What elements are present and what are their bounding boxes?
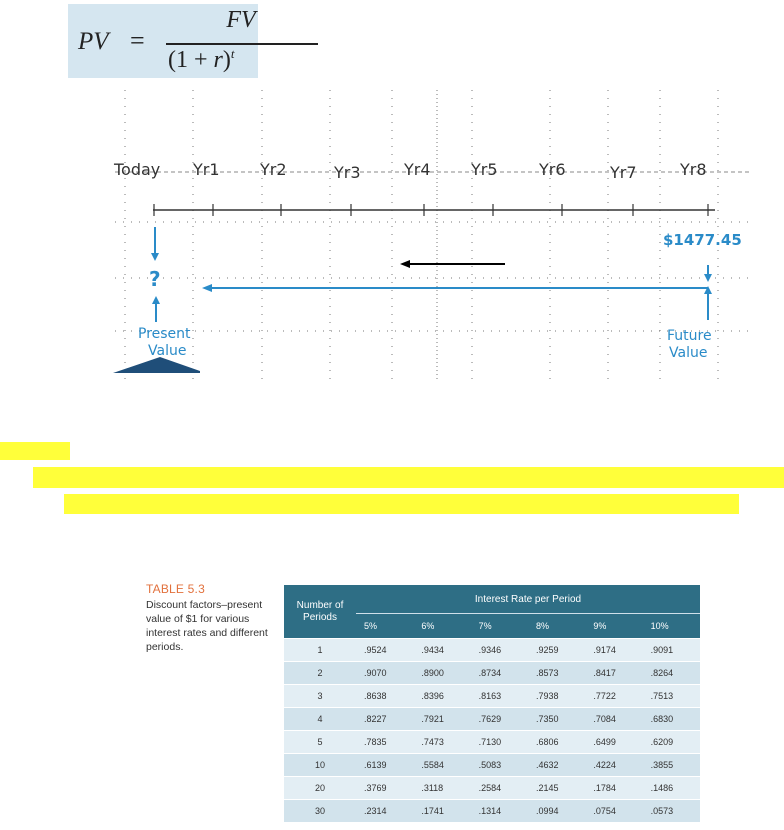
corner-decoration xyxy=(113,357,200,373)
factor-cell: .6139 xyxy=(356,754,413,777)
factor-cell: .1784 xyxy=(585,777,642,800)
formula-numerator: FV xyxy=(226,7,256,33)
highlight-bar-2 xyxy=(33,467,784,488)
rate-header-0: 5% xyxy=(356,614,413,639)
period-cell: 5 xyxy=(284,731,356,754)
factor-cell: .1314 xyxy=(471,800,528,823)
factor-cell: .8227 xyxy=(356,708,413,731)
factor-cell: .4632 xyxy=(528,754,585,777)
discount-arrow-head xyxy=(400,260,410,268)
factor-cell: .5584 xyxy=(413,754,470,777)
formula-equals: = xyxy=(130,26,145,55)
period-cell: 10 xyxy=(284,754,356,777)
table-row xyxy=(284,731,700,754)
factor-cell: .7722 xyxy=(585,685,642,708)
factor-cell: .7473 xyxy=(413,731,470,754)
table-row xyxy=(284,708,700,731)
factor-cell: .7513 xyxy=(643,685,700,708)
year-label-6: Yr6 xyxy=(539,160,566,179)
discount-blue-arrowhead xyxy=(202,284,212,292)
future-amount: $1477.45 xyxy=(663,231,742,249)
fraction-bar xyxy=(166,43,318,45)
factor-cell: .8163 xyxy=(471,685,528,708)
denominator-close: ) xyxy=(222,47,231,73)
factor-cell: .6499 xyxy=(585,731,642,754)
guide-grid xyxy=(115,90,750,382)
year-label-1: Yr1 xyxy=(193,160,220,179)
year-label-0: Today xyxy=(114,160,161,179)
year-label-4: Yr4 xyxy=(404,160,431,179)
period-cell: 2 xyxy=(284,662,356,685)
periods-header-line2: Periods xyxy=(303,611,337,623)
factor-cell: .2584 xyxy=(471,777,528,800)
present-up-arrow-head xyxy=(152,296,160,304)
table-row xyxy=(284,639,700,662)
factor-cell: .9174 xyxy=(585,639,642,662)
year-label-8: Yr8 xyxy=(680,160,707,179)
highlight-bar-1 xyxy=(0,442,70,460)
rate-header-4: 9% xyxy=(585,614,642,639)
table-row xyxy=(284,754,700,777)
factor-cell: .9524 xyxy=(356,639,413,662)
factor-cell: .9259 xyxy=(528,639,585,662)
rate-header-2: 7% xyxy=(471,614,528,639)
future-down-arrow-head xyxy=(704,274,712,282)
factor-cell: .8734 xyxy=(471,662,528,685)
period-cell: 3 xyxy=(284,685,356,708)
future-label-line2: Value xyxy=(669,345,708,361)
present-label-line2: Value xyxy=(148,343,187,359)
today-down-arrow-head xyxy=(151,253,159,261)
present-label-line1: Present xyxy=(138,326,191,342)
factor-cell: .0573 xyxy=(643,800,700,823)
highlight-bar-3 xyxy=(64,494,739,514)
factor-cell: .9070 xyxy=(356,662,413,685)
factor-cell: .2314 xyxy=(356,800,413,823)
formula-denominator xyxy=(168,46,235,74)
table-row xyxy=(284,685,700,708)
denominator-exponent: t xyxy=(230,46,235,61)
factor-cell: .2145 xyxy=(528,777,585,800)
year-label-5: Yr5 xyxy=(471,160,498,179)
period-cell: 30 xyxy=(284,800,356,823)
factor-cell: .8396 xyxy=(413,685,470,708)
year-label-3: Yr3 xyxy=(334,163,361,182)
factor-cell: .1486 xyxy=(643,777,700,800)
factor-cell: .7084 xyxy=(585,708,642,731)
factor-cell: .0754 xyxy=(585,800,642,823)
pv-formula xyxy=(68,4,258,78)
period-cell: 4 xyxy=(284,708,356,731)
period-cell: 20 xyxy=(284,777,356,800)
table-description: Discount factors–present value of $1 for various interest rates and different periods. xyxy=(146,599,268,653)
factor-cell: .7629 xyxy=(471,708,528,731)
future-label-line1: Future xyxy=(667,328,712,344)
factor-cell: .8900 xyxy=(413,662,470,685)
table-header-row xyxy=(284,585,700,614)
factor-cell: .6209 xyxy=(643,731,700,754)
factor-cell: .7921 xyxy=(413,708,470,731)
factor-cell: .3855 xyxy=(643,754,700,777)
factor-cell: .9434 xyxy=(413,639,470,662)
timeline-diagram xyxy=(0,90,784,390)
rate-group-header: Interest Rate per Period xyxy=(356,585,700,614)
factor-cell: .3118 xyxy=(413,777,470,800)
year-label-2: Yr2 xyxy=(260,160,287,179)
discount-factor-table xyxy=(284,585,700,829)
factor-cell: .7835 xyxy=(356,731,413,754)
table-caption xyxy=(146,582,271,654)
periods-header xyxy=(284,585,356,639)
denominator-r: r xyxy=(213,47,223,73)
periods-header-line1: Number of xyxy=(296,599,344,611)
factor-cell: .8638 xyxy=(356,685,413,708)
factor-cell: .5083 xyxy=(471,754,528,777)
factor-cell: .0994 xyxy=(528,800,585,823)
table-title: TABLE 5.3 xyxy=(146,582,205,596)
factor-cell: .7938 xyxy=(528,685,585,708)
table-row xyxy=(284,800,700,823)
factor-cell: .4224 xyxy=(585,754,642,777)
rate-header-3: 8% xyxy=(528,614,585,639)
factor-cell: .3769 xyxy=(356,777,413,800)
unknown-present-value: ? xyxy=(149,267,161,291)
rate-header-5: 10% xyxy=(643,614,700,639)
factor-cell: .6806 xyxy=(528,731,585,754)
rate-header-1: 6% xyxy=(413,614,470,639)
factor-cell: .1741 xyxy=(413,800,470,823)
factor-cell: .8573 xyxy=(528,662,585,685)
factor-cell: .8417 xyxy=(585,662,642,685)
factor-cell: .7350 xyxy=(528,708,585,731)
table-row xyxy=(284,777,700,800)
year-label-7: Yr7 xyxy=(610,163,637,182)
factor-cell: .9346 xyxy=(471,639,528,662)
factor-cell: .9091 xyxy=(643,639,700,662)
table-grid xyxy=(284,585,700,822)
denominator-open: (1 + xyxy=(168,47,214,73)
period-cell: 1 xyxy=(284,639,356,662)
table-row xyxy=(284,662,700,685)
factor-cell: .7130 xyxy=(471,731,528,754)
factor-cell: .6830 xyxy=(643,708,700,731)
factor-cell: .8264 xyxy=(643,662,700,685)
formula-lhs: PV xyxy=(78,28,109,55)
